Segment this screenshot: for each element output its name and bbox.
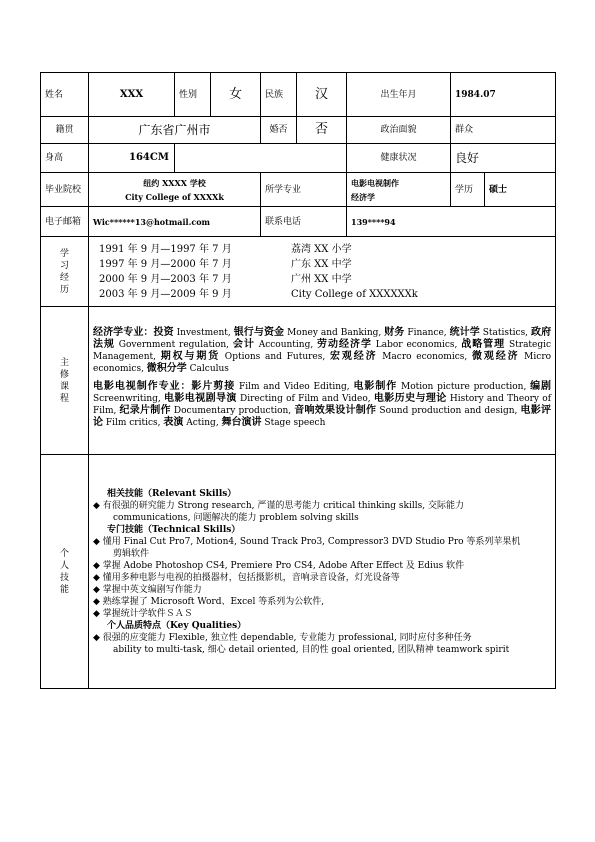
dob-label: 出生年月 (347, 73, 451, 117)
course-name: 投资 (153, 326, 174, 338)
education-label-char: 学 (59, 248, 69, 259)
major-line-1: 电影电视制作 (351, 177, 399, 188)
major-label: 所学专业 (261, 173, 347, 207)
courses-label-char: 主 (59, 357, 69, 368)
course-name: 微观经济 (471, 350, 520, 362)
education-label-char: 历 (59, 284, 69, 295)
row-basic-info (41, 73, 556, 117)
education-dates: 1997 年 9 月—2000 年 7 月 (99, 258, 232, 270)
degree-value: 硕士 (485, 173, 556, 207)
school-label: 毕业院校 (41, 173, 89, 207)
education-school: 荔湾 XX 小学 (291, 243, 352, 255)
skills-content (89, 455, 556, 689)
school-line-1: 纽约 XXXX 学校 (143, 177, 206, 188)
ethnicity-value: 汉 (297, 73, 347, 117)
course-english: Labor economics, (371, 339, 462, 350)
course-name: 影片剪接 (191, 380, 236, 392)
row-skills (41, 455, 556, 689)
course-english: Sound production and design, (376, 405, 521, 416)
skill-line: ◆ 懂用多种电影与电视的拍摄器材，包括摄影机，音响录音设备，灯光设备等 (93, 572, 400, 583)
origin-value: 广东省广州市 (89, 117, 261, 144)
skills-label-char: 个 (59, 548, 69, 559)
course-english: Film and Video Editing, (235, 381, 354, 392)
course-name: 战略管理 (461, 338, 506, 350)
course-english: History and Theory of Film, (93, 393, 552, 416)
econ-heading: 经济学专业： (93, 326, 154, 338)
skill-line: 专门技能（Technical Skills） (107, 524, 241, 535)
education-dates: 2003 年 9 月—2009 年 9 月 (99, 288, 232, 300)
course-english: Finance, (404, 327, 450, 338)
education-dates: 2000 年 9 月—2003 年 7 月 (99, 273, 232, 285)
skill-line: ◆ 掌握 Adobe Photoshop CS4, Premiere Pro CS4, Adobe After Effect 及 Edius 软件 (93, 560, 465, 571)
skill-line: 剪辑软件 (113, 548, 150, 559)
education-label-char: 习 (59, 260, 69, 271)
dob-value: 1984.07 (451, 73, 556, 117)
education-label-char: 经 (59, 272, 69, 283)
course-name: 电影历史与理论 (373, 392, 447, 404)
course-english: Strategic Management, (93, 339, 552, 362)
health-value: 良好 (451, 144, 556, 173)
education-label (41, 237, 89, 307)
course-name: 银行与资金 (233, 326, 285, 338)
courses-content (89, 307, 556, 455)
resume-table (40, 72, 556, 689)
skill-line: ability to multi-task, 细心 detail oriented, 目的性 goal oriented, 团队精神 teamwork spirit (113, 644, 510, 655)
skill-line: 个人品质特点（Key Qualities） (107, 620, 247, 631)
course-name: 会计 (232, 338, 255, 350)
gender-value: 女 (211, 73, 261, 117)
skills-label-char: 技 (59, 572, 69, 583)
skill-line: 相关技能（Relevant Skills） (107, 488, 237, 499)
film-heading: 电影电视制作专业： (93, 380, 192, 392)
skill-line: ◆ 掌握中英文编剧写作能力 (93, 584, 202, 595)
course-name: 电影制作 (353, 380, 398, 392)
school-value (89, 173, 261, 207)
course-name: 音响效果设计制作 (294, 404, 377, 416)
height-empty (175, 144, 347, 173)
health-label: 健康状况 (347, 144, 451, 173)
height-value: 164CM (89, 144, 175, 173)
course-english: Investment, (173, 327, 234, 338)
course-name: 纪录片制作 (119, 404, 171, 416)
course-name: 电影评论 (93, 404, 552, 428)
marital-label: 婚否 (261, 117, 297, 144)
course-english: Money and Banking, (284, 327, 385, 338)
education-item (99, 287, 551, 302)
row-education (41, 237, 556, 307)
name-value: XXX (89, 73, 175, 117)
marital-value: 否 (297, 117, 347, 144)
political-value: 群众 (451, 117, 556, 144)
email-label: 电子邮箱 (41, 207, 89, 237)
row-courses (41, 307, 556, 455)
degree-label: 学历 (451, 173, 485, 207)
row-school (41, 173, 556, 207)
course-english: Options and Futures, (220, 351, 330, 362)
course-english: Stage speech (261, 417, 326, 428)
major-line-2: 经济学 (351, 191, 375, 202)
course-english: Calculus (186, 363, 229, 374)
skills-label-char: 能 (59, 584, 69, 595)
course-name: 编剧 (530, 380, 552, 392)
course-english: Government regulation, (114, 339, 233, 350)
education-school: 广东 XX 中学 (291, 258, 352, 270)
row-height (41, 144, 556, 173)
origin-label: 籍贯 (41, 117, 89, 144)
education-item (99, 242, 551, 257)
course-name: 政府法规 (93, 326, 552, 350)
skills-label (41, 455, 89, 689)
email-value: Wic******13@hotmail.com (89, 207, 261, 237)
course-name: 舞台演讲 (221, 416, 262, 428)
course-english: Micro economics, (93, 351, 552, 374)
name-label: 姓名 (41, 73, 89, 117)
course-name: 微积分学 (146, 362, 187, 374)
course-name: 期权与期货 (160, 350, 221, 362)
courses-label-char: 修 (59, 369, 69, 380)
course-english: Accounting, (254, 339, 318, 350)
education-dates: 1991 年 9 月—1997 年 7 月 (99, 243, 232, 255)
course-english: Directing of Film and Video, (236, 393, 374, 404)
courses-label (41, 307, 89, 455)
course-name: 表演 (163, 416, 184, 428)
course-name: 宏观经济 (329, 350, 378, 362)
course-name: 电影电视剧导演 (164, 392, 237, 404)
course-english: Documentary production, (170, 405, 295, 416)
course-name: 财务 (384, 326, 405, 338)
skill-line: communications, 问题解决的能力 problem solving skills (113, 512, 359, 523)
education-list (89, 237, 556, 307)
ethnicity-label: 民族 (261, 73, 297, 117)
education-school: City College of XXXXXXk (291, 288, 418, 300)
course-english: Statistics, (479, 327, 531, 338)
skills-label-char: 人 (59, 560, 69, 571)
education-item (99, 257, 551, 272)
skill-line: ◆ 熟练掌握了 Microsoft Word、Excel 等系列为公软件, (93, 596, 325, 607)
phone-value: 139****94 (347, 207, 556, 237)
major-value (347, 173, 451, 207)
gender-label: 性别 (175, 73, 211, 117)
course-name: 统计学 (449, 326, 480, 338)
courses-label-char: 程 (59, 393, 69, 404)
education-item (99, 272, 551, 287)
row-contact (41, 207, 556, 237)
course-english: Acting, (183, 417, 222, 428)
skill-line: ◆ 掌握统计学软件ＳＡＳ (93, 608, 193, 619)
height-label: 身高 (41, 144, 89, 173)
skill-line: ◆ 懂用 Final Cut Pro7, Motion4, Sound Track Pro3, Compressor3 DVD Studio Pro 等系列苹果机 (93, 536, 521, 547)
course-english: Motion picture production, (397, 381, 531, 392)
skill-line: ◆ 有很强的研究能力 Strong research, 严谨的思考能力 critical thinking skills, 交际能力 (93, 500, 464, 511)
course-name: 劳动经济学 (317, 338, 372, 350)
econ-courses (93, 327, 551, 375)
course-english: Macro economics, (377, 351, 472, 362)
course-english: Film critics, (103, 417, 164, 428)
school-line-2: City College of XXXXk (125, 191, 224, 202)
course-english: Screenwriting, (93, 393, 165, 404)
courses-label-char: 课 (59, 381, 69, 392)
education-school: 广州 XX 中学 (291, 273, 352, 285)
political-label: 政治面貌 (347, 117, 451, 144)
row-origin (41, 117, 556, 144)
skill-line: ◆ 很强的应变能力 Flexible, 独立性 dependable, 专业能力 professional, 同时应付多种任务 (93, 632, 472, 643)
phone-label: 联系电话 (261, 207, 347, 237)
film-courses (93, 381, 551, 429)
